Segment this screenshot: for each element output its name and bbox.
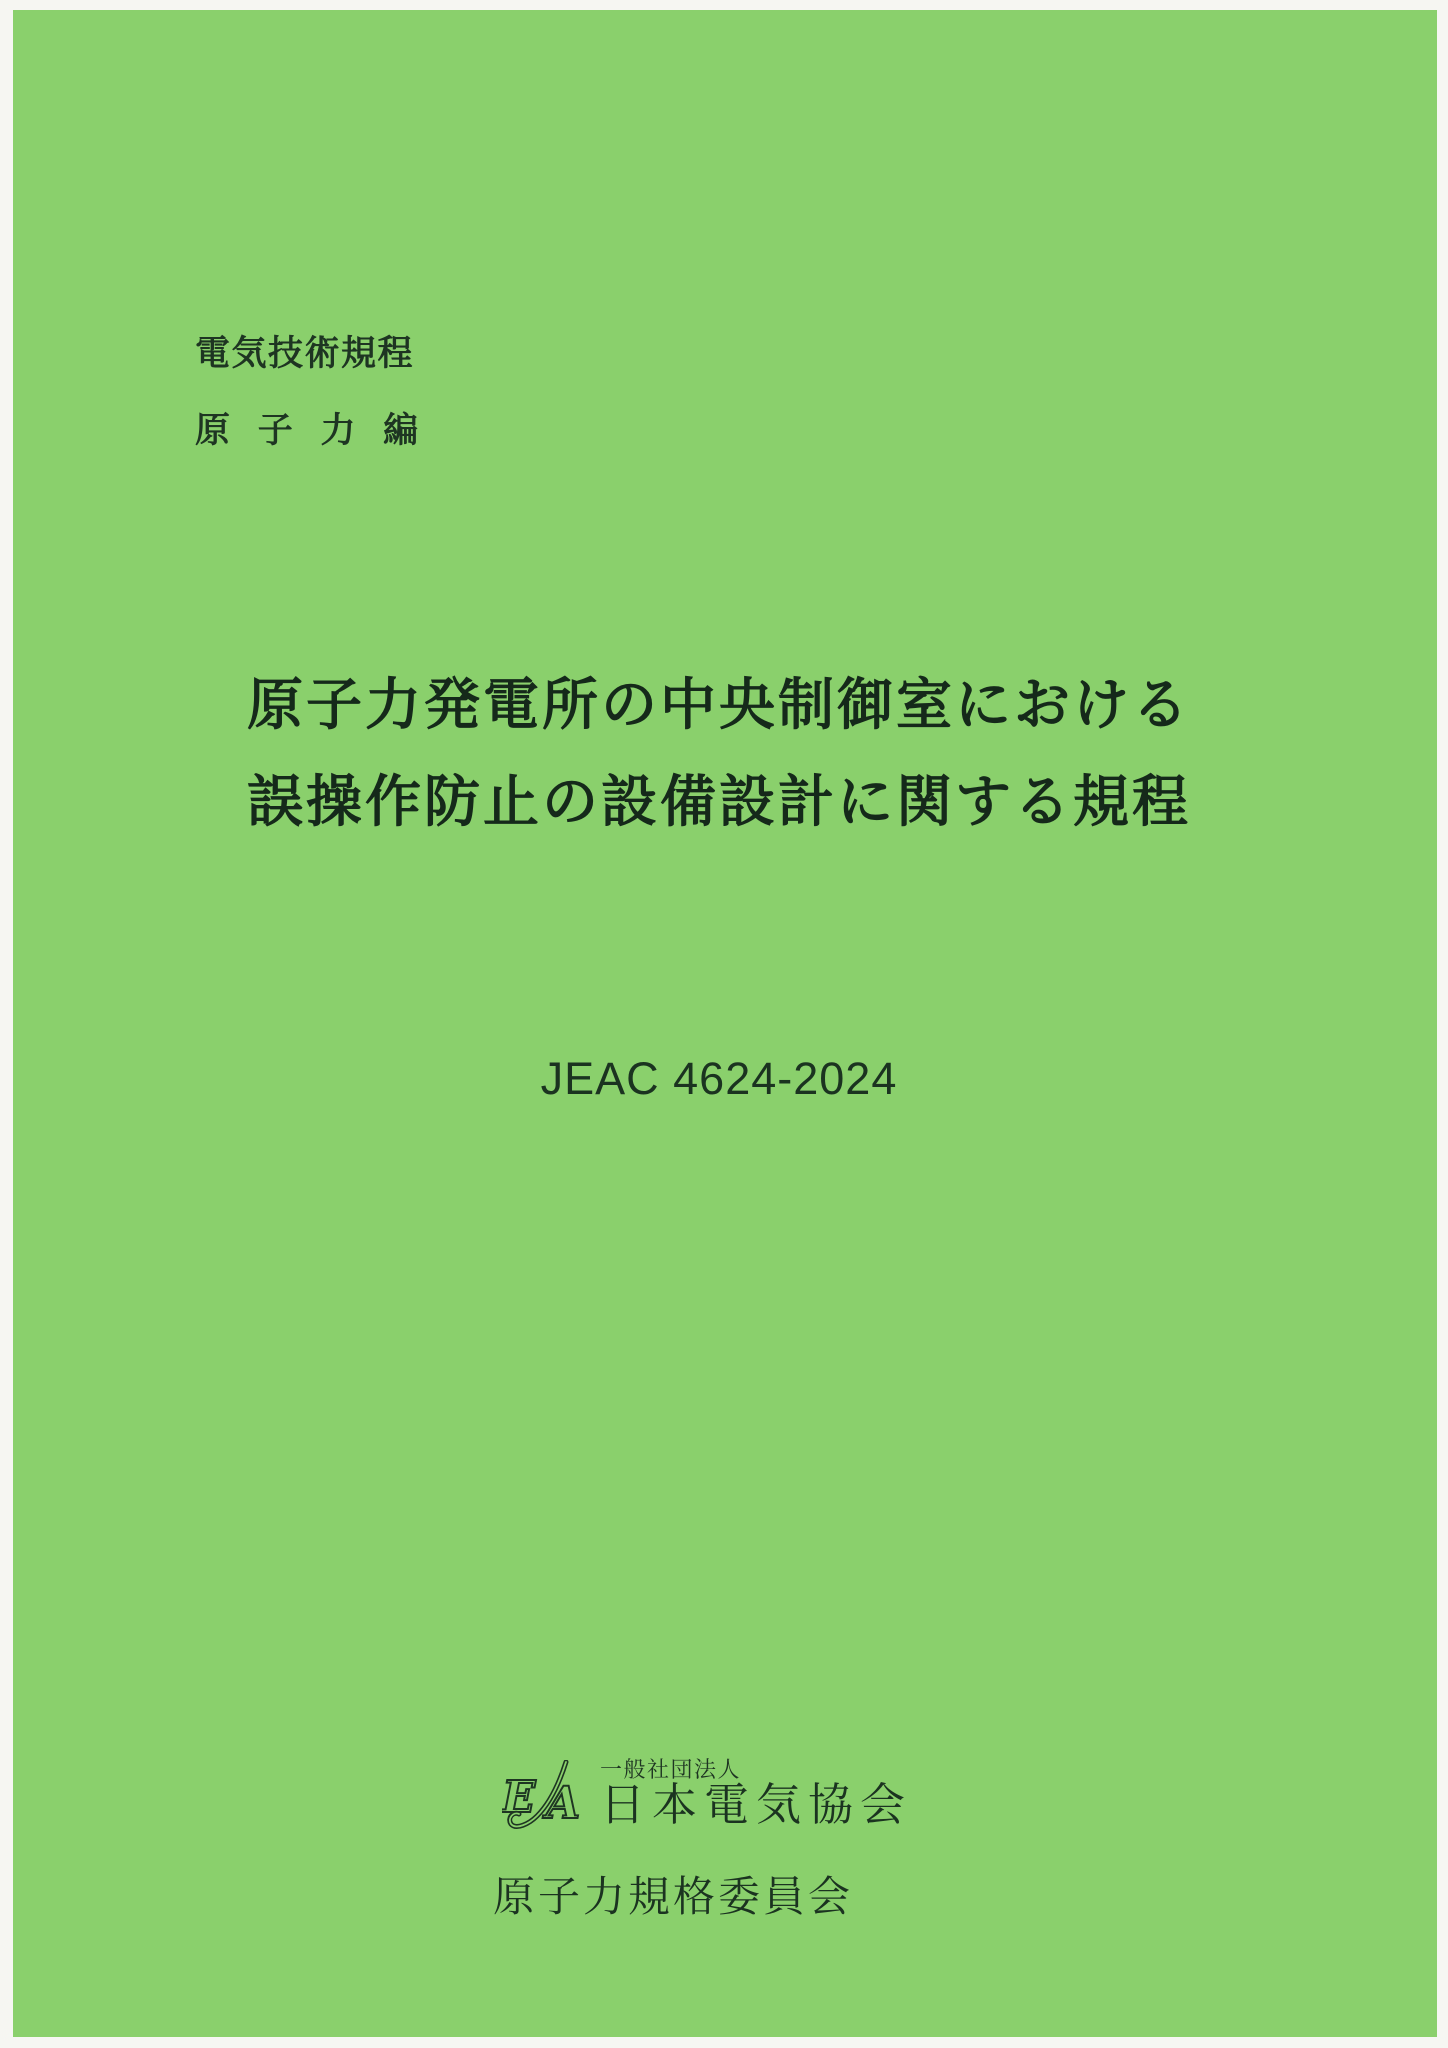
svg-text:A: A <box>545 1778 581 1829</box>
book-cover <box>13 10 1437 2037</box>
jea-monogram-icon <box>502 1760 590 1830</box>
standard-code: JEAC 4624-2024 <box>540 1053 898 1104</box>
publisher-legal-form: 一般社団法人 <box>599 1757 742 1782</box>
edition-series-label: 電気技術規程 <box>195 334 415 373</box>
committee-name: 原子力規格委員会 <box>492 1875 854 1921</box>
publisher-block <box>502 1758 912 1830</box>
edition-block <box>195 336 418 448</box>
publisher-name: 日本電気協会 <box>599 1780 913 1830</box>
edition-volume-label: 原 子 力 編 <box>195 411 419 450</box>
title-line-1: 原子力発電所の中央制御室における <box>247 675 1191 737</box>
svg-text:E: E <box>501 1772 536 1823</box>
title-line-2: 誤操作防止の設備設計に関する規程 <box>247 772 1191 834</box>
main-title <box>13 658 1425 852</box>
publisher-text <box>600 1758 912 1828</box>
